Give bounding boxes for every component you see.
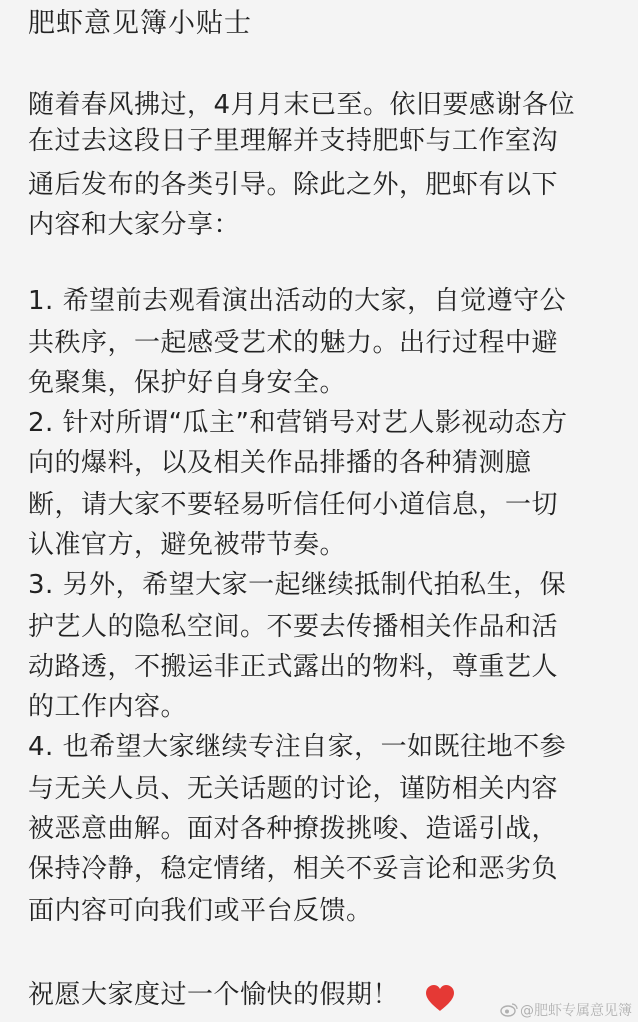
red-heart-icon [424, 984, 456, 1012]
note-line: 通后发布的各类引导。除此之外，肥虾有以下 [28, 170, 559, 200]
note-line: 断，请大家不要轻易听信任何小道信息，一切 [28, 490, 559, 520]
note-line: 向的爆料，以及相关作品排播的各种猜测臆 [28, 448, 532, 478]
note-line: 动路透，不搬运非正式露出的物料，尊重艺人 [28, 652, 559, 682]
note-closing: 祝愿大家度过一个愉快的假期！ [28, 980, 400, 1010]
note-line: 认准官方，避免被带节奏。 [28, 530, 347, 560]
note-line: 被恶意曲解。面对各种撩拨挑唆、造谣引战， [28, 814, 559, 844]
note-line: 与无关人员、无关话题的讨论，谨防相关内容 [28, 774, 559, 804]
weibo-icon [500, 1003, 518, 1017]
note-line: 4. 也希望大家继续专注自家，一如既往地不参 [28, 732, 567, 762]
note-line: 免聚集，保护好自身安全。 [28, 368, 347, 398]
note-line: 护艺人的隐私空间。不要去传播相关作品和活 [28, 612, 559, 642]
note-line: 保持冷静，稳定情绪，相关不妥言论和恶劣负 [28, 854, 559, 884]
note-line: 2. 针对所谓“瓜主”和营销号对艺人影视动态方 [28, 408, 568, 438]
note-title: 肥虾意见簿小贴士 [28, 8, 252, 39]
note-line: 内容和大家分享： [28, 210, 241, 240]
note-line: 随着春风拂过，4月月末已至。依旧要感谢各位 [28, 90, 576, 120]
weibo-watermark [500, 1002, 632, 1020]
note-line: 共秩序，一起感受艺术的魅力。出行过程中避 [28, 328, 559, 358]
note-line: 3. 另外，希望大家一起继续抵制代拍私生，保 [28, 570, 567, 600]
note-line: 的工作内容。 [28, 692, 188, 722]
note-line: 在过去这段日子里理解并支持肥虾与工作室沟 [28, 126, 559, 156]
note-line: 面内容可向我们或平台反馈。 [28, 896, 373, 926]
watermark-text: @肥虾专属意见簿 [520, 1003, 632, 1019]
note-line: 1. 希望前去观看演出活动的大家，自觉遵守公 [28, 286, 567, 316]
